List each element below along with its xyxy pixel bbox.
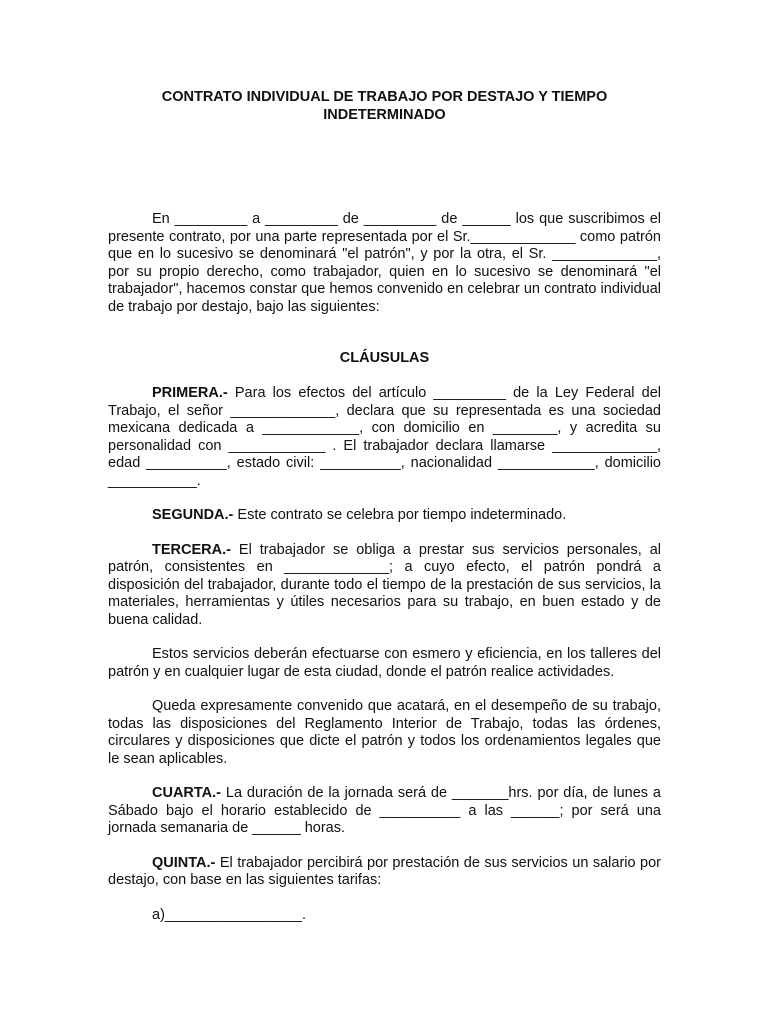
document-title [108, 88, 661, 124]
paragraph-esmero: Estos servicios deberán efectuarse con esmero y eficiencia, en los talleres del patrón y en cualquier lugar de esta ciudad, donde el patrón realice actividades. [108, 646, 661, 680]
clause-quinta [108, 855, 661, 890]
title-line-1: CONTRATO INDIVIDUAL DE TRABAJO POR DESTAJO Y TIEMPO [161, 89, 608, 105]
clause-label: PRIMERA.- [152, 385, 228, 401]
intro-paragraph: En _________ a _________ de _________ de ______ los que suscribimos el presente contrato, por una parte representada por el Sr._____________ como patrón que en lo sucesivo se denominará "el patrón", y por la otra, el Sr. _____________, por su propio derecho, como trabajador, quien en lo sucesivo se denominará "el trabajador", hacemos constar que hemos convenido en celebrar un contrato individual de trabajo por destajo, bajo las siguientes: [108, 211, 661, 315]
clause-primera [108, 385, 661, 490]
clause-text: La duración de la jornada será de _______hrs. por día, de lunes a Sábado bajo el horario establecido de __________ a las ______; por será una jornada semanaria de ______ horas. [108, 785, 661, 836]
clause-text: El trabajador se obliga a prestar sus servicios personales, al patrón, consistentes en _____________; a cuyo efecto, el patrón pondrá a disposición del trabajador, durante todo el tiempo de la prestación de sus servicios, la materiales, herramientas y útiles necesarios para su trabajo, en buen estado y de buena calidad. [108, 541, 661, 628]
clause-segunda [108, 507, 661, 525]
clause-label: CUARTA.- [152, 785, 221, 801]
clause-text: Para los efectos del artículo _________ de la Ley Federal del Trabajo, el señor _____________, declara que su representada es una sociedad mexicana dedicada a ____________, con domicilio en ________, y acredita su personalidad con ____________ . El trabajador declara llamarse _____________, edad __________, estado civil: __________, nacionalidad ____________, domicilio ___________. [108, 385, 661, 489]
tarifa-item-a: a)_________________. [152, 906, 307, 923]
paragraph-queda: Queda expresamente convenido que acatará, en el desempeño de su trabajo, todas las disposiciones del Reglamento Interior de Trabajo, todas las órdenes, circulares y disposiciones que dicte el patrón y todos los ordenamientos legales que le sean aplicables. [108, 698, 661, 767]
title-line-2: INDETERMINADO [323, 107, 446, 123]
clause-label: TERCERA.- [152, 541, 231, 558]
clause-cuarta [108, 785, 661, 838]
clause-label: SEGUNDA.- [152, 507, 234, 523]
clause-label: QUINTA.- [152, 854, 216, 871]
contract-page [108, 88, 661, 924]
clause-text: Este contrato se celebra por tiempo indeterminado. [233, 507, 567, 523]
clause-tercera [108, 542, 661, 630]
clauses-heading: CLÁUSULAS [339, 350, 430, 366]
clause-text: El trabajador percibirá por prestación de sus servicios un salario por destajo, con base en las siguientes tarifas: [108, 854, 661, 888]
